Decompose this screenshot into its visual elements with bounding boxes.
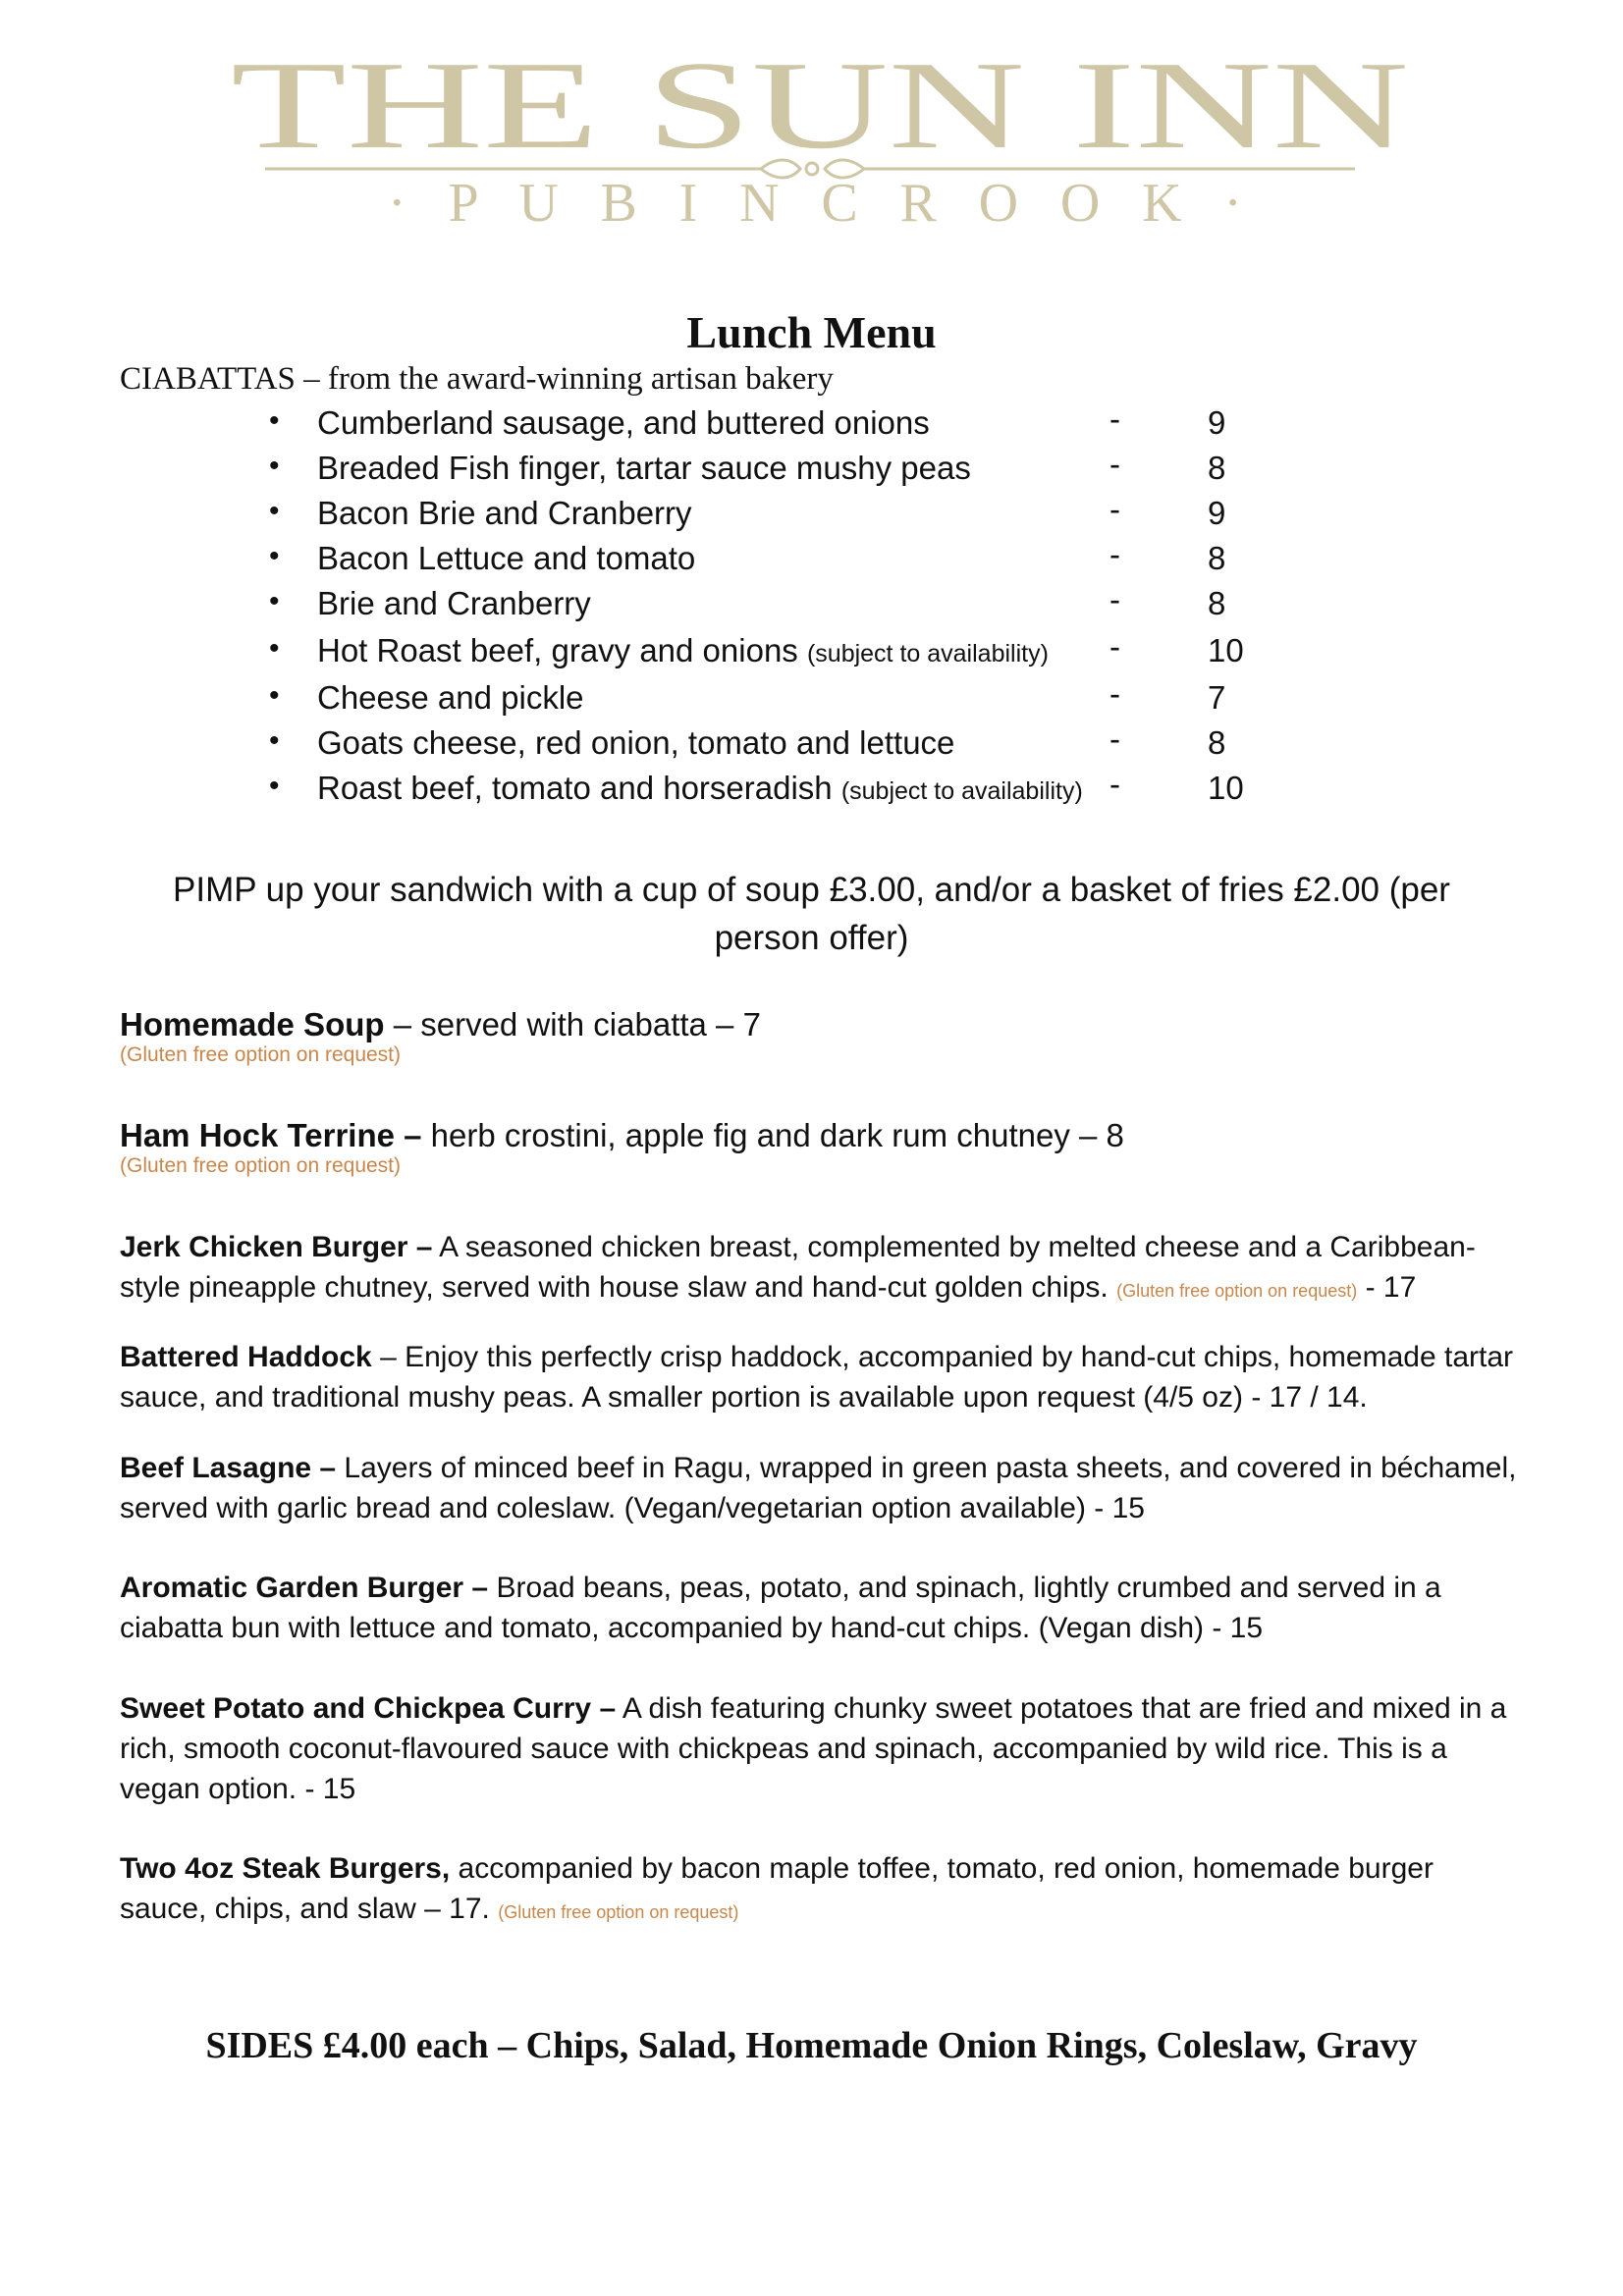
gluten-free-note: (Gluten free option on request) bbox=[1116, 1281, 1358, 1301]
dish-desc: herb crostini, apple fig and dark rum chutney – 8 bbox=[421, 1117, 1124, 1153]
bullet-icon: • bbox=[269, 632, 280, 665]
dish-garden-burger bbox=[120, 1568, 1524, 1648]
item-name: Roast beef, tomato and horseradish (subject to availability) bbox=[317, 770, 1083, 806]
dish-name: Battered Haddock bbox=[120, 1341, 372, 1373]
bullet-icon: • bbox=[269, 724, 280, 757]
pub-logo bbox=[0, 39, 1623, 245]
item-price: 10 bbox=[1208, 632, 1244, 668]
item-dash: - bbox=[1109, 628, 1120, 665]
item-price: 9 bbox=[1208, 495, 1226, 531]
dish-name: Homemade Soup bbox=[120, 1006, 385, 1042]
list-item bbox=[0, 721, 1623, 770]
dish-jerk-chicken bbox=[120, 1227, 1524, 1311]
bullet-icon: • bbox=[269, 770, 280, 802]
dish-terrine bbox=[120, 1117, 1524, 1178]
dish-name: Sweet Potato and Chickpea Curry – bbox=[120, 1692, 617, 1725]
item-name: Cheese and pickle bbox=[317, 679, 584, 716]
item-price: 8 bbox=[1208, 540, 1226, 576]
ciabatta-heading: CIABATTAS – from the award-winning artisan bakery bbox=[120, 361, 834, 397]
dish-desc: accompanied by bacon maple toffee, tomato, red onion, homemade burger sauce, chips, and slaw – 17. bbox=[120, 1852, 1434, 1925]
bullet-icon: • bbox=[269, 495, 280, 527]
list-item bbox=[0, 766, 1623, 815]
item-dash: - bbox=[1109, 581, 1120, 617]
item-name: Bacon Brie and Cranberry bbox=[317, 495, 692, 531]
item-name: Brie and Cranberry bbox=[317, 585, 591, 621]
logo-name: THE SUN INN bbox=[231, 39, 1409, 175]
dish-lasagne bbox=[120, 1448, 1524, 1528]
bullet-icon: • bbox=[269, 404, 280, 437]
dish-name: Ham Hock Terrine – bbox=[120, 1117, 422, 1153]
dish-name: Jerk Chicken Burger – bbox=[120, 1231, 433, 1263]
item-price: 7 bbox=[1208, 679, 1226, 716]
dish-desc: Layers of minced beef in Ragu, wrapped in green pasta sheets, and covered in béchamel, served with garlic bread and coleslaw. (Vegan/vegetarian option available) - 15 bbox=[120, 1452, 1517, 1524]
list-item bbox=[0, 536, 1623, 585]
list-item bbox=[0, 581, 1623, 630]
item-dash: - bbox=[1109, 721, 1120, 757]
item-price: 8 bbox=[1208, 724, 1226, 761]
gluten-free-note: (Gluten free option on request) bbox=[498, 1902, 739, 1922]
item-dash: - bbox=[1109, 536, 1120, 572]
item-dash: - bbox=[1109, 400, 1120, 437]
logo-graphic bbox=[0, 39, 1623, 245]
dish-desc: Broad beans, peas, potato, and spinach, lightly crumbed and served in a ciabatta bun with lettuce and tomato, accompanied by hand-cut chips. (Vegan dish) - 15 bbox=[120, 1572, 1441, 1644]
gluten-free-note: (Gluten free option on request) bbox=[120, 1043, 402, 1066]
menu-title: Lunch Menu bbox=[686, 307, 937, 357]
bullet-icon: • bbox=[269, 585, 280, 617]
list-item bbox=[0, 628, 1623, 677]
item-name: Hot Roast beef, gravy and onions (subject to availability) bbox=[317, 632, 1049, 668]
item-name: Goats cheese, red onion, tomato and lettuce bbox=[317, 724, 955, 761]
dish-curry bbox=[120, 1688, 1524, 1809]
bullet-icon: • bbox=[269, 450, 280, 482]
bullet-icon: • bbox=[269, 679, 280, 712]
dish-desc: – Enjoy this perfectly crisp haddock, accompanied by hand-cut chips, homemade tartar sauce, and traditional mushy peas. A smaller portion is available upon request (4/5 oz) - 17 / 14. bbox=[120, 1341, 1513, 1414]
list-item bbox=[0, 446, 1623, 495]
list-item bbox=[0, 491, 1623, 540]
item-dash: - bbox=[1109, 491, 1120, 527]
bullet-icon: • bbox=[269, 540, 280, 572]
logo-tagline: · P U B I N C R O O K · bbox=[388, 173, 1242, 234]
dish-desc: A dish featuring chunky sweet potatoes that are fried and mixed in a rich, smooth coconut-flavoured sauce with chickpeas and spinach, accompanied by wild rice. This is a vegan option. - 15 bbox=[120, 1692, 1507, 1805]
item-price: 8 bbox=[1208, 585, 1226, 621]
dish-soup bbox=[120, 1006, 1524, 1067]
dish-name: Aromatic Garden Burger – bbox=[120, 1572, 489, 1604]
list-item bbox=[0, 675, 1623, 724]
dish-desc: A seasoned chicken breast, complemented by melted cheese and a Caribbean-style pineapple chutney, served with house slaw and hand-cut golden chips. bbox=[120, 1231, 1476, 1304]
dish-name: Beef Lasagne – bbox=[120, 1452, 337, 1484]
item-dash: - bbox=[1109, 446, 1120, 482]
item-name: Breaded Fish finger, tartar sauce mushy peas bbox=[317, 450, 971, 486]
item-dash: - bbox=[1109, 766, 1120, 802]
dish-steak-burgers bbox=[120, 1848, 1524, 1933]
dish-haddock bbox=[120, 1337, 1524, 1417]
item-price: 8 bbox=[1208, 450, 1226, 486]
dish-desc: – served with ciabatta – 7 bbox=[384, 1006, 761, 1042]
sides-line: SIDES £4.00 each – Chips, Salad, Homemade Onion Rings, Coleslaw, Gravy bbox=[205, 2025, 1418, 2066]
list-item bbox=[0, 400, 1623, 450]
item-dash: - bbox=[1109, 675, 1120, 712]
gluten-free-note: (Gluten free option on request) bbox=[120, 1154, 402, 1177]
item-price: 9 bbox=[1208, 404, 1226, 441]
item-name: Bacon Lettuce and tomato bbox=[317, 540, 696, 576]
item-name: Cumberland sausage, and buttered onions bbox=[317, 404, 930, 441]
dish-name: Two 4oz Steak Burgers, bbox=[120, 1852, 451, 1885]
item-price: 10 bbox=[1208, 770, 1244, 806]
pimp-offer: PIMP up your sandwich with a cup of soup £3.00, and/or a basket of fries £2.00 (per person offer) bbox=[173, 871, 1450, 957]
dish-price: - 17 bbox=[1357, 1271, 1417, 1304]
